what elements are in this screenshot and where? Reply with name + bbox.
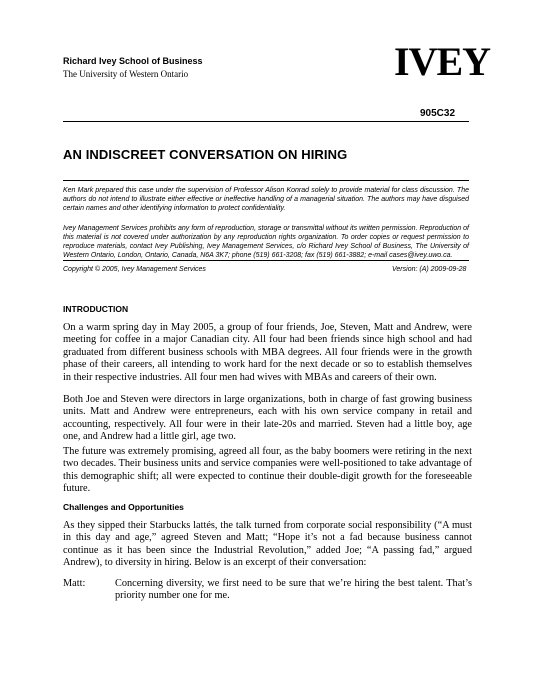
ivey-logo: IVEY bbox=[394, 39, 491, 84]
authorship-note: Ken Mark prepared this case under the supervision of Professor Alison Konrad solely to provide material for class discussion. The authors do not intend to illustrate either effective or ineffective handling of a managerial situation. The authors may have disguised certain names and other identifying information to protect confidentiality. bbox=[63, 187, 469, 212]
challenges-heading: Challenges and Opportunities bbox=[63, 502, 184, 512]
header-divider bbox=[63, 121, 469, 122]
introduction-paragraph: The future was extremely promising, agreed all four, as the baby boomers were retiring in the next two decades. Their business units and service companies were well-positioned to take advantage of this demographic shift; all were expected to continue their double-digit growth for the foreseeable future. bbox=[63, 446, 472, 495]
introduction-heading: INTRODUCTION bbox=[63, 304, 129, 314]
version-line: Version: (A) 2009-09-28 bbox=[392, 266, 467, 273]
introduction-paragraph: Both Joe and Steven were directors in large organizations, both in charge of fast growing business units. Matt and Andrew were entrepreneurs, each with his own service company in retail and accounting, respectively. All four were in their late-20s and married. Steven had a little boy, age one, and Andrew had a little girl, age two. bbox=[63, 394, 472, 443]
permissions-note: Ivey Management Services prohibits any form of reproduction, storage or transmittal without its written permission. Reproduction of this material is not covered under authorization by any reproduction rights organization. To order copies or request permission to reproduce materials, contact Ivey Publishing, Ivey Management Services, c/o Richard Ivey School of Business, The University of Western Ontario, London, Ontario, Canada, N6A 3K7; phone (519) 661-3208; fax (519) 661-3882; e-mail cases@ivey.uwo.ca. bbox=[63, 225, 469, 259]
dialogue-line: Concerning diversity, we first need to be sure that we’re hiring the best talent. That’s priority number one for me. bbox=[115, 578, 472, 602]
notes-bottom-divider bbox=[63, 260, 469, 261]
notes-top-divider bbox=[63, 180, 469, 181]
case-number: 905C32 bbox=[420, 108, 456, 119]
university-name: The University of Western Ontario bbox=[63, 69, 189, 79]
copyright-line: Copyright © 2005, Ivey Management Services bbox=[63, 266, 206, 273]
school-name: Richard Ivey School of Business bbox=[63, 56, 203, 66]
dialogue-speaker: Matt: bbox=[63, 578, 86, 589]
introduction-paragraph: On a warm spring day in May 2005, a group of four friends, Joe, Steven, Matt and Andrew, were meeting for coffee in a major Canadian city. All four had been friends since high school and had graduated from different business schools with MBA degrees. All four friends were in the growth phase of their careers, all intending to work hard for the next decade or so to establish themselves in their respective industries. All four men had wives with MBAs and careers of their own. bbox=[63, 322, 472, 383]
challenges-paragraph: As they sipped their Starbucks lattés, the talk turned from corporate social responsibility (“A must in this day and age,” agreed Steven and Matt; “Hope it’s not a fad because business cannot continue as it has been since the Industrial Revolution,” added Joe; “A passing fad,” argued Andrew), to diversity in hiring. Below is an excerpt of their conversation: bbox=[63, 520, 472, 569]
document-title: AN INDISCREET CONVERSATION ON HIRING bbox=[63, 147, 348, 162]
